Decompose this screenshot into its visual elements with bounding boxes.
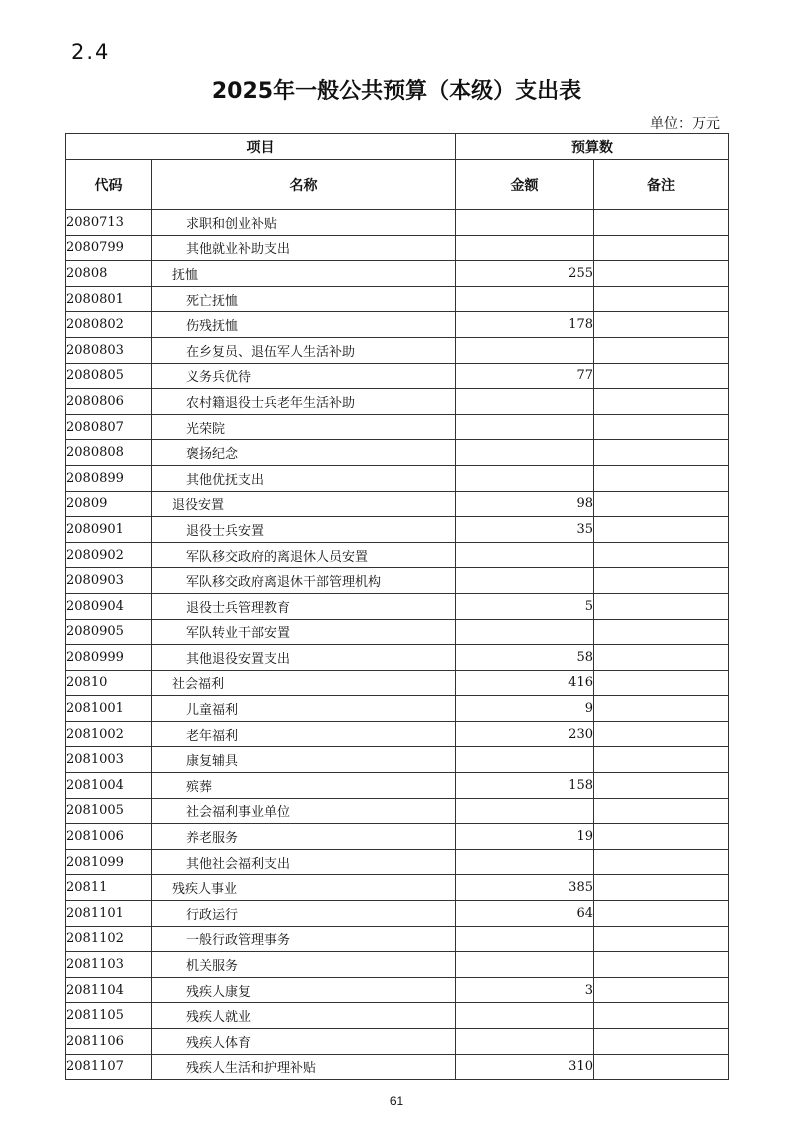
row-note	[594, 1054, 729, 1080]
table-row	[66, 977, 729, 1003]
row-name: 义务兵优待	[152, 363, 456, 389]
row-name: 其他就业补助支出	[152, 235, 456, 261]
table-row	[66, 824, 729, 850]
row-name: 残疾人体育	[152, 1029, 456, 1055]
table-row	[66, 798, 729, 824]
table-row	[66, 389, 729, 415]
row-code: 20811	[66, 875, 152, 901]
row-code: 2081102	[66, 926, 152, 952]
table-row	[66, 261, 729, 287]
row-code: 2080806	[66, 389, 152, 415]
row-code: 2081101	[66, 901, 152, 927]
row-name: 褒扬纪念	[152, 440, 456, 466]
row-name: 其他社会福利支出	[152, 849, 456, 875]
row-name: 求职和创业补贴	[152, 210, 456, 236]
row-note	[594, 721, 729, 747]
row-amount: 255	[456, 261, 594, 287]
row-amount: 416	[456, 670, 594, 696]
row-note	[594, 517, 729, 543]
row-amount: 158	[456, 773, 594, 799]
header-row-1	[66, 134, 729, 160]
row-note	[594, 593, 729, 619]
row-code: 2080999	[66, 645, 152, 671]
row-note	[594, 568, 729, 594]
table-row	[66, 773, 729, 799]
row-code: 2080805	[66, 363, 152, 389]
row-amount	[456, 286, 594, 312]
table-row	[66, 542, 729, 568]
table-row	[66, 619, 729, 645]
table-row	[66, 1003, 729, 1029]
table-row	[66, 568, 729, 594]
row-note	[594, 670, 729, 696]
page-title: 2025年一般公共预算（本级）支出表	[211, 79, 582, 104]
row-note	[594, 619, 729, 645]
row-amount	[456, 1003, 594, 1029]
table-row	[66, 901, 729, 927]
table-row	[66, 670, 729, 696]
row-code: 2080808	[66, 440, 152, 466]
table-row	[66, 414, 729, 440]
row-name: 残疾人生活和护理补贴	[152, 1054, 456, 1080]
row-code: 2080902	[66, 542, 152, 568]
row-amount: 9	[456, 696, 594, 722]
row-code: 2081002	[66, 721, 152, 747]
row-amount: 230	[456, 721, 594, 747]
row-amount: 310	[456, 1054, 594, 1080]
row-amount	[456, 952, 594, 978]
table-row	[66, 849, 729, 875]
row-note	[594, 926, 729, 952]
row-name: 军队移交政府离退休干部管理机构	[152, 568, 456, 594]
row-code: 20808	[66, 261, 152, 287]
row-note	[594, 696, 729, 722]
row-amount	[456, 210, 594, 236]
row-code: 2080905	[66, 619, 152, 645]
row-note	[594, 824, 729, 850]
row-name: 一般行政管理事务	[152, 926, 456, 952]
row-amount: 3	[456, 977, 594, 1003]
row-code: 2081003	[66, 747, 152, 773]
row-code: 20809	[66, 491, 152, 517]
row-code: 2081107	[66, 1054, 152, 1080]
row-name: 退役安置	[152, 491, 456, 517]
row-amount	[456, 337, 594, 363]
row-code: 2081099	[66, 849, 152, 875]
row-code: 2081106	[66, 1029, 152, 1055]
row-name: 其他退役安置支出	[152, 645, 456, 671]
header-note: 备注	[594, 160, 729, 210]
row-name: 退役士兵安置	[152, 517, 456, 543]
table-row	[66, 363, 729, 389]
row-code: 2080901	[66, 517, 152, 543]
row-amount	[456, 747, 594, 773]
row-code: 2081005	[66, 798, 152, 824]
row-note	[594, 875, 729, 901]
table-row	[66, 721, 729, 747]
row-note	[594, 286, 729, 312]
row-code: 2081105	[66, 1003, 152, 1029]
row-name: 老年福利	[152, 721, 456, 747]
row-code: 2080799	[66, 235, 152, 261]
row-note	[594, 1003, 729, 1029]
table-row	[66, 491, 729, 517]
row-name: 养老服务	[152, 824, 456, 850]
table-row	[66, 337, 729, 363]
row-code: 20810	[66, 670, 152, 696]
row-note	[594, 773, 729, 799]
row-amount	[456, 235, 594, 261]
row-name: 机关服务	[152, 952, 456, 978]
row-amount: 385	[456, 875, 594, 901]
row-name: 军队移交政府的离退休人员安置	[152, 542, 456, 568]
row-name: 退役士兵管理教育	[152, 593, 456, 619]
row-amount	[456, 440, 594, 466]
row-note	[594, 210, 729, 236]
row-amount	[456, 414, 594, 440]
row-note	[594, 747, 729, 773]
row-name: 残疾人康复	[152, 977, 456, 1003]
table-row	[66, 593, 729, 619]
table-row	[66, 875, 729, 901]
row-amount	[456, 389, 594, 415]
row-amount: 64	[456, 901, 594, 927]
row-amount	[456, 542, 594, 568]
table-row	[66, 926, 729, 952]
row-name: 残疾人就业	[152, 1003, 456, 1029]
budget-table	[65, 133, 729, 1080]
row-name: 残疾人事业	[152, 875, 456, 901]
table-row	[66, 645, 729, 671]
row-note	[594, 440, 729, 466]
row-amount: 77	[456, 363, 594, 389]
header-code: 代码	[66, 160, 152, 210]
row-name: 社会福利事业单位	[152, 798, 456, 824]
row-note	[594, 798, 729, 824]
table-row	[66, 235, 729, 261]
table-row	[66, 1029, 729, 1055]
header-budget: 预算数	[456, 134, 729, 160]
row-amount	[456, 926, 594, 952]
row-amount	[456, 849, 594, 875]
row-code: 2080803	[66, 337, 152, 363]
row-amount	[456, 619, 594, 645]
row-code: 2080899	[66, 465, 152, 491]
row-amount	[456, 465, 594, 491]
row-note	[594, 261, 729, 287]
row-note	[594, 312, 729, 338]
row-amount	[456, 1029, 594, 1055]
row-note	[594, 645, 729, 671]
row-code: 2080903	[66, 568, 152, 594]
row-code: 2080801	[66, 286, 152, 312]
row-name: 光荣院	[152, 414, 456, 440]
row-code: 2081104	[66, 977, 152, 1003]
row-note	[594, 491, 729, 517]
table-row	[66, 696, 729, 722]
page-number: 61	[389, 1094, 404, 1108]
row-amount: 98	[456, 491, 594, 517]
row-amount: 178	[456, 312, 594, 338]
row-note	[594, 465, 729, 491]
table-body	[66, 210, 729, 1080]
row-name: 康复辅具	[152, 747, 456, 773]
row-name: 死亡抚恤	[152, 286, 456, 312]
row-amount: 35	[456, 517, 594, 543]
row-name: 儿童福利	[152, 696, 456, 722]
table-row	[66, 1054, 729, 1080]
table-row	[66, 286, 729, 312]
row-name: 抚恤	[152, 261, 456, 287]
row-name: 伤残抚恤	[152, 312, 456, 338]
row-amount: 5	[456, 593, 594, 619]
header-amount: 金额	[456, 160, 594, 210]
row-note	[594, 414, 729, 440]
row-code: 2081004	[66, 773, 152, 799]
row-name: 社会福利	[152, 670, 456, 696]
table-row	[66, 952, 729, 978]
row-note	[594, 337, 729, 363]
table-row	[66, 747, 729, 773]
row-note	[594, 542, 729, 568]
row-note	[594, 389, 729, 415]
row-note	[594, 363, 729, 389]
row-note	[594, 849, 729, 875]
row-name: 在乡复员、退伍军人生活补助	[152, 337, 456, 363]
row-code: 2080713	[66, 210, 152, 236]
row-name: 农村籍退役士兵老年生活补助	[152, 389, 456, 415]
header-item: 项目	[66, 134, 456, 160]
row-note	[594, 977, 729, 1003]
row-amount	[456, 798, 594, 824]
table-row	[66, 440, 729, 466]
row-code: 2081006	[66, 824, 152, 850]
row-amount	[456, 568, 594, 594]
table-row	[66, 465, 729, 491]
row-code: 2081001	[66, 696, 152, 722]
row-note	[594, 235, 729, 261]
row-name: 军队转业干部安置	[152, 619, 456, 645]
row-code: 2080807	[66, 414, 152, 440]
table-row	[66, 210, 729, 236]
section-number: 2.4	[71, 40, 111, 64]
row-amount: 58	[456, 645, 594, 671]
row-name: 殡葬	[152, 773, 456, 799]
row-name: 其他优抚支出	[152, 465, 456, 491]
row-note	[594, 952, 729, 978]
row-note	[594, 901, 729, 927]
table-row	[66, 312, 729, 338]
row-code: 2081103	[66, 952, 152, 978]
row-note	[594, 1029, 729, 1055]
row-code: 2080802	[66, 312, 152, 338]
unit-label: 单位：万元	[650, 116, 720, 132]
table-row	[66, 517, 729, 543]
header-name: 名称	[152, 160, 456, 210]
row-name: 行政运行	[152, 901, 456, 927]
row-amount: 19	[456, 824, 594, 850]
row-code: 2080904	[66, 593, 152, 619]
header-row-2	[66, 160, 729, 210]
